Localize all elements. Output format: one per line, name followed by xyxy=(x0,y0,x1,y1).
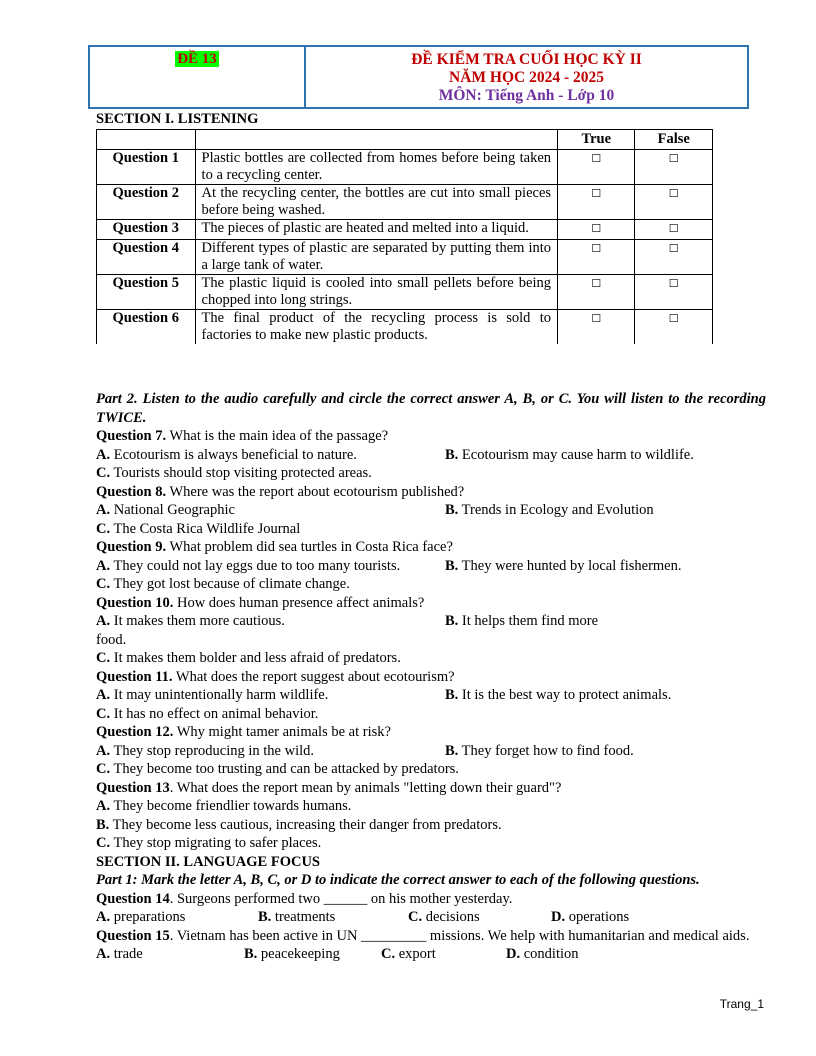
question-stem: Question 14. Surgeons performed two ______ on his mother yesterday. xyxy=(96,890,513,907)
exam-year: NĂM HỌC 2024 - 2025 xyxy=(449,69,604,86)
question-stem: Question 8. Where was the report about ecotourism published? xyxy=(96,483,465,500)
options-row xyxy=(96,686,766,705)
true-checkbox[interactable]: ☐ xyxy=(558,185,635,220)
true-checkbox[interactable]: ☐ xyxy=(558,310,635,345)
table-row xyxy=(97,220,713,240)
false-checkbox[interactable]: ☐ xyxy=(635,220,713,240)
option-b-continuation: food. xyxy=(96,631,127,648)
part-2-instruction: Part 2. Listen to the audio carefully and circle the correct answer A, B, or C. You will listen to the recording TWICE. xyxy=(96,391,766,426)
false-column-header: False xyxy=(635,130,713,150)
statement-text: The plastic liquid is cooled into small pellets before being chopped into long strings. xyxy=(195,275,557,310)
option-a[interactable]: A. They stop reproducing in the wild. xyxy=(96,742,315,759)
section-1-title: SECTION I. LISTENING xyxy=(96,111,259,127)
option-b[interactable]: B. They were hunted by local fishermen. xyxy=(445,557,682,574)
options-row xyxy=(96,742,766,761)
option-c[interactable]: C. decisions xyxy=(408,909,480,925)
question-number: Question 3 xyxy=(97,220,196,240)
option-b[interactable]: B. treatments xyxy=(258,909,336,925)
table-row xyxy=(97,275,713,310)
options-row xyxy=(96,612,766,631)
option-c[interactable]: C. They become too trusting and can be attacked by predators. xyxy=(96,761,459,777)
question-number: Question 4 xyxy=(97,240,196,275)
option-b[interactable]: B. peacekeeping xyxy=(244,946,340,962)
table-row xyxy=(97,310,713,345)
question-stem: Question 11. What does the report suggest about ecotourism? xyxy=(96,668,455,685)
options-row xyxy=(96,557,766,576)
option-c[interactable]: C. It makes them bolder and less afraid of predators. xyxy=(96,650,401,666)
table-row xyxy=(97,185,713,220)
option-b[interactable]: B. Trends in Ecology and Evolution xyxy=(445,502,654,518)
option-b[interactable]: B. They become less cautious, increasing their danger from predators. xyxy=(96,816,502,833)
options-row xyxy=(96,945,766,964)
exam-code: ĐỀ 13 xyxy=(177,51,217,67)
question-number: Question 5 xyxy=(97,275,196,310)
option-c[interactable]: C. It has no effect on animal behavior. xyxy=(96,705,319,722)
section-2-instruction: Part 1: Mark the letter A, B, C, or D to indicate the correct answer to each of the following questions. xyxy=(96,872,700,888)
option-a[interactable]: A. It makes them more cautious. xyxy=(96,613,285,629)
exam-code-cell xyxy=(90,47,306,107)
option-b[interactable]: B. It helps them find more xyxy=(445,613,599,629)
table-header-row xyxy=(97,130,713,150)
part-2-block xyxy=(96,390,766,964)
options-row xyxy=(96,446,766,465)
exam-header-box xyxy=(88,45,749,109)
table-row xyxy=(97,150,713,185)
option-d[interactable]: D. condition xyxy=(506,946,579,962)
false-checkbox[interactable]: ☐ xyxy=(635,310,713,345)
option-a[interactable]: A. It may unintentionally harm wildlife. xyxy=(96,687,329,703)
table-row xyxy=(97,240,713,275)
true-checkbox[interactable]: ☐ xyxy=(558,150,635,185)
statement-text: Plastic bottles are collected from homes before being taken to a recycling center. xyxy=(195,150,557,185)
false-checkbox[interactable]: ☐ xyxy=(635,275,713,310)
option-a[interactable]: A. They become friendlier towards humans. xyxy=(96,798,352,814)
page-number: Trang_1 xyxy=(719,997,764,1011)
false-checkbox[interactable]: ☐ xyxy=(635,185,713,220)
listening-true-false-table xyxy=(96,129,713,344)
question-stem: Question 12. Why might tamer animals be at risk? xyxy=(96,724,391,740)
question-number: Question 6 xyxy=(97,310,196,345)
statement-text: Different types of plastic are separated by putting them into a large tank of water. xyxy=(195,240,557,275)
option-b[interactable]: B. It is the best way to protect animals. xyxy=(445,687,672,703)
true-checkbox[interactable]: ☐ xyxy=(558,220,635,240)
question-stem: Question 10. How does human presence affect animals? xyxy=(96,594,425,611)
question-stem: Question 15. Vietnam has been active in UN _________ missions. We help with humanitarian and medical aids. xyxy=(96,927,750,944)
question-number: Question 2 xyxy=(97,185,196,220)
section-2-title: SECTION II. LANGUAGE FOCUS xyxy=(96,853,320,870)
option-c[interactable]: C. The Costa Rica Wildlife Journal xyxy=(96,520,301,537)
option-a[interactable]: A. Ecotourism is always beneficial to nature. xyxy=(96,446,357,463)
true-column-header: True xyxy=(558,130,635,150)
question-stem: Question 13. What does the report mean by animals "letting down their guard"? xyxy=(96,779,562,796)
question-stem: Question 9. What problem did sea turtles in Costa Rica face? xyxy=(96,539,453,555)
option-b[interactable]: B. Ecotourism may cause harm to wildlife. xyxy=(445,446,694,463)
options-row xyxy=(96,908,766,927)
option-c[interactable]: C. export xyxy=(381,946,436,962)
true-checkbox[interactable]: ☐ xyxy=(558,275,635,310)
option-a[interactable]: A. They could not lay eggs due to too many tourists. xyxy=(96,557,401,574)
statement-text: At the recycling center, the bottles are cut into small pieces before being washed. xyxy=(195,185,557,220)
option-c[interactable]: C. They got lost because of climate change. xyxy=(96,576,350,592)
question-number: Question 1 xyxy=(97,150,196,185)
option-a[interactable]: A. trade xyxy=(96,946,143,962)
options-row xyxy=(96,501,766,520)
statement-text: The final product of the recycling process is sold to factories to make new plastic products. xyxy=(195,310,557,345)
option-c[interactable]: C. They stop migrating to safer places. xyxy=(96,835,322,851)
option-a[interactable]: A. preparations xyxy=(96,909,186,925)
option-b[interactable]: B. They forget how to find food. xyxy=(445,742,634,759)
exam-title: ĐỀ KIỂM TRA CUỐI HỌC KỲ II xyxy=(411,51,642,68)
exam-subject: MÔN: Tiếng Anh - Lớp 10 xyxy=(438,87,615,104)
exam-title-cell xyxy=(306,47,747,107)
true-checkbox[interactable]: ☐ xyxy=(558,240,635,275)
question-stem: Question 7. What is the main idea of the passage? xyxy=(96,428,389,444)
option-c[interactable]: C. Tourists should stop visiting protected areas. xyxy=(96,465,372,481)
false-checkbox[interactable]: ☐ xyxy=(635,240,713,275)
option-d[interactable]: D. operations xyxy=(551,909,630,925)
false-checkbox[interactable]: ☐ xyxy=(635,150,713,185)
statement-text: The pieces of plastic are heated and melted into a liquid. xyxy=(195,220,557,240)
option-a[interactable]: A. National Geographic xyxy=(96,502,235,518)
